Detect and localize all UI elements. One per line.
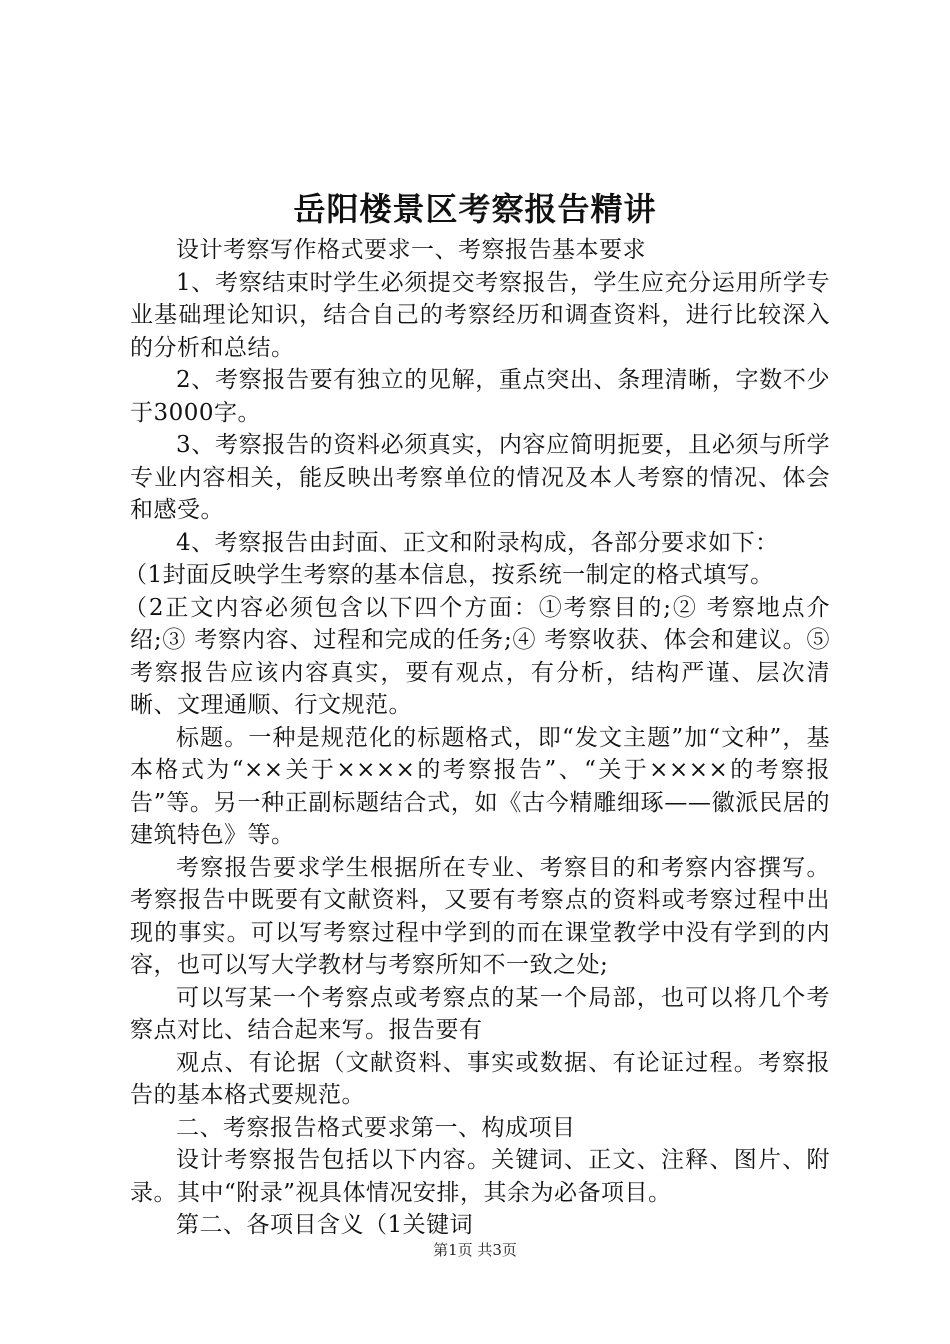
document-body	[124, 234, 830, 1242]
paragraph: 2、考察报告要有独立的见解，重点突出、条理清晰，字数不少于3000字。	[130, 367, 830, 426]
page-footer: 第1页 共3页	[433, 1241, 517, 1259]
paragraph: （2正文内容必须包含以下四个方面：①考察目的;② 考察地点介绍;③ 考察内容、过程和完成的任务;④ 考察收获、体会和建议。⑤考察报告应该内容真实，要有观点，有分析，结构严谨、层次清晰、文理通顺、行文规范。	[124, 594, 830, 718]
paragraph: 4、考察报告由封面、正文和附录构成，各部分要求如下：	[176, 529, 779, 556]
paragraph: （1封面反映学生考察的基本信息，按系统一制定的格式填写。	[124, 562, 774, 588]
paragraph: 设计考察报告包括以下内容。关键词、正文、注释、图片、附录。其中“附录”视具体情况安排，其余为必备项目。	[130, 1147, 830, 1206]
paragraph: 1、考察结束时学生必须提交考察报告，学生应充分运用所学专业基础理论知识，结合自己的考察经历和调查资料，进行比较深入的分析和总结。	[130, 269, 830, 361]
paragraph: 第二、各项目含义（1关键词	[176, 1212, 474, 1238]
paragraph: 考察报告要求学生根据所在专业、考察目的和考察内容撰写。考察报告中既要有文献资料，又要有考察点的资料或考察过程中出现的事实。可以写考察过程中学到的而在课堂教学中没有学到的内容，也可以写大学教材与考察所知不一致之处;	[130, 854, 830, 978]
paragraph: 观点、有论据（文献资料、事实或数据、有论证过程。考察报告的基本格式要规范。	[130, 1049, 830, 1108]
document-title: 岳阳楼景区考察报告精讲	[293, 190, 657, 228]
paragraph: 可以写某一个考察点或考察点的某一个局部，也可以将几个考察点对比、结合起来写。报告要有	[130, 984, 830, 1043]
paragraph: 标题。一种是规范化的标题格式，即“发文主题”加“文种”，基本格式为“××关于××××的考察报告”、“关于××××的考察报告”等。另一种正副标题结合式，如《古今精雕细琢——徽派民居的建筑特色》等。	[130, 724, 830, 848]
paragraph: 设计考察写作格式要求一、考察报告基本要求	[176, 237, 646, 263]
paragraph: 3、考察报告的资料必须真实，内容应简明扼要，且必须与所学专业内容相关，能反映出考察单位的情况及本人考察的情况、体会和感受。	[130, 432, 830, 523]
paragraph: 二、考察报告格式要求第一、构成项目	[176, 1114, 576, 1141]
